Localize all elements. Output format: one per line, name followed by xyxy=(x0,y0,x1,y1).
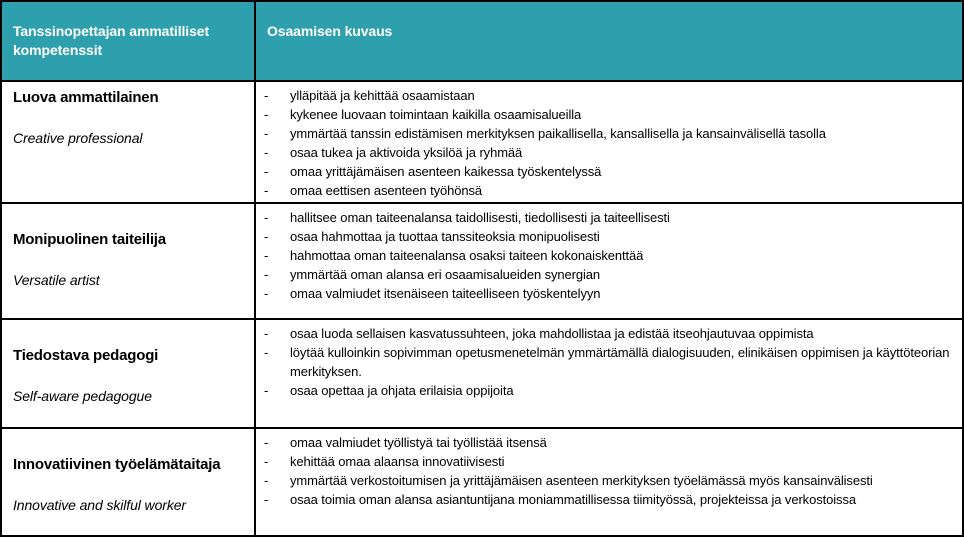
bullet-dash: - xyxy=(264,126,269,141)
bullet-text: osaa toimia oman alansa asiantuntijana moniammatillisessa tiimityössä, projekteissa ja verkostoissa xyxy=(290,492,856,507)
competency-title: Innovatiivinen työelämätaitaja xyxy=(13,456,221,473)
bullet-item xyxy=(264,181,952,200)
bullet-dash: - xyxy=(264,229,269,244)
bullet-item xyxy=(264,471,952,490)
bullet-text: omaa valmiudet työllistyä tai työllistää itsensä xyxy=(290,435,547,450)
bullet-dash: - xyxy=(264,210,269,225)
bullet-dash: - xyxy=(264,345,269,360)
bullet-text: omaa yrittäjämäisen asenteen kaikessa työskentelyssä xyxy=(290,164,602,179)
competency-cell xyxy=(2,82,256,204)
bullet-item xyxy=(264,105,952,124)
bullet-item xyxy=(264,86,952,105)
competency-subtitle: Innovative and skilful worker xyxy=(13,497,186,513)
bullet-text: ymmärtää oman alansa eri osaamisalueiden synergian xyxy=(290,267,601,282)
bullet-item xyxy=(264,246,952,265)
bullet-text: kykenee luovaan toimintaan kaikilla osaamisalueilla xyxy=(290,107,582,122)
bullet-item xyxy=(264,381,952,400)
competency-subtitle: Versatile artist xyxy=(13,272,100,288)
bullet-item xyxy=(264,124,952,143)
header-cell-description xyxy=(256,2,962,82)
bullet-text: hahmottaa oman taiteenalansa osaksi taiteen kokonaiskenttää xyxy=(290,248,644,263)
competency-title: Luova ammattilainen xyxy=(13,89,159,106)
competency-subtitle: Self-aware pedagogue xyxy=(13,388,152,404)
header-description-label: Osaamisen kuvaus xyxy=(267,23,393,39)
bullet-text: osaa luoda sellaisen kasvatussuhteen, joka mahdollistaa ja edistää itseohjautuvaa oppimista xyxy=(290,326,814,341)
bullet-text: ylläpitää ja kehittää osaamistaan xyxy=(290,88,475,103)
description-cell xyxy=(256,320,962,429)
bullet-dash: - xyxy=(264,164,269,179)
bullet-dash: - xyxy=(264,107,269,122)
bullet-item xyxy=(264,208,952,227)
bullet-item xyxy=(264,343,952,381)
bullet-text: osaa tukea ja aktivoida yksilöä ja ryhmää xyxy=(290,145,523,160)
bullet-item xyxy=(264,162,952,181)
bullet-text: osaa opettaa ja ohjata erilaisia oppijoita xyxy=(290,383,514,398)
bullet-item xyxy=(264,490,952,509)
bullet-text: kehittää omaa alaansa innovatiivisesti xyxy=(290,454,505,469)
bullet-dash: - xyxy=(264,88,269,103)
bullet-text: ymmärtää verkostoitumisen ja yrittäjämäisen asenteen merkityksen työelämässä myös kansainvälisesti xyxy=(290,473,873,488)
bullet-dash: - xyxy=(264,145,269,160)
bullet-item xyxy=(264,452,952,471)
competency-title: Monipuolinen taiteilija xyxy=(13,231,166,248)
competency-title: Tiedostava pedagogi xyxy=(13,347,159,364)
bullet-dash: - xyxy=(264,435,269,450)
bullet-dash: - xyxy=(264,383,269,398)
bullet-dash: - xyxy=(264,267,269,282)
header-cell-competencies xyxy=(2,2,256,82)
bullet-text: omaa eettisen asenteen työhönsä xyxy=(290,183,483,198)
bullet-dash: - xyxy=(264,454,269,469)
competency-cell xyxy=(2,429,256,535)
description-cell xyxy=(256,204,962,320)
bullet-dash: - xyxy=(264,286,269,301)
bullet-dash: - xyxy=(264,492,269,507)
bullet-item xyxy=(264,265,952,284)
bullet-dash: - xyxy=(264,473,269,488)
bullet-text: hallitsee oman taiteenalansa taidollisesti, tiedollisesti ja taiteellisesti xyxy=(290,210,670,225)
bullet-item xyxy=(264,433,952,452)
bullet-text: osaa hahmottaa ja tuottaa tanssiteoksia monipuolisesti xyxy=(290,229,600,244)
bullet-dash: - xyxy=(264,248,269,263)
competency-cell xyxy=(2,204,256,320)
bullet-item xyxy=(264,143,952,162)
bullet-item xyxy=(264,284,952,303)
competency-cell xyxy=(2,320,256,429)
bullet-dash: - xyxy=(264,326,269,341)
bullet-text: ymmärtää tanssin edistämisen merkityksen paikallisella, kansallisella ja kansainvälisellä tasolla xyxy=(290,126,826,141)
bullet-dash: - xyxy=(264,183,269,198)
description-cell xyxy=(256,429,962,535)
bullet-item xyxy=(264,227,952,246)
description-cell xyxy=(256,82,962,204)
competency-subtitle: Creative professional xyxy=(13,130,143,146)
header-competencies-label: Tanssinopettajan ammatilliset kompetenssit xyxy=(13,23,210,58)
bullet-text: omaa valmiudet itsenäiseen taiteelliseen työskentelyyn xyxy=(290,286,601,301)
bullet-item xyxy=(264,324,952,343)
bullet-text: löytää kulloinkin sopivimman opetusmenetelmän ymmärtämällä dialogisuuden, elinikäisen oppimisen ja käyttöteorian merkityksen. xyxy=(290,345,950,379)
